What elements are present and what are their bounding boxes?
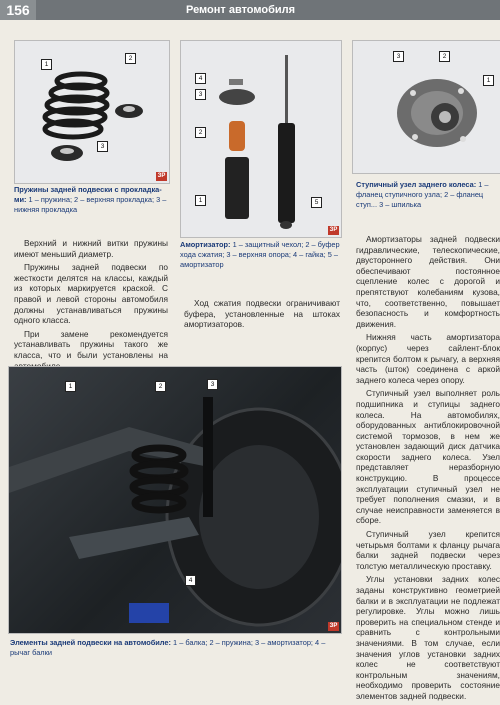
callout-2: 2 xyxy=(155,381,166,392)
text-right-p3: Ступичный узел выполняет роль подшипника и ступицы заднего колеса. На автомобилях, оборудованных антиблокировочной системой тормозов, в нем же установлен задающий диск датчика скорости заднего колеса. Узел представляет неразборную конструкцию. В процессе эксплуатации ступичный узел не требует пополнения смазки, и в случае неисправности заменяется в сборе. xyxy=(356,388,500,526)
suspension-illustration xyxy=(9,367,341,633)
suspension-caption-items: 1 – балка; 2 – пружина; 3 – амортизатор; 4 – рычаг балки xyxy=(10,638,326,657)
callout-3: 3 xyxy=(393,51,404,62)
springs-caption-title: Пружины задней подвески с прокладка-ми: xyxy=(14,185,162,204)
hub-caption xyxy=(356,180,500,210)
hub-illustration xyxy=(353,41,500,173)
springs-caption xyxy=(14,185,168,215)
text-left-p2: Пружины задней подвески по жесткости делятся на классы, каждый из которых маркируется краской. С правой и левой стороны автомобиля должны устанавливаться пружины одного класса. xyxy=(14,262,168,326)
callout-1: 1 xyxy=(65,381,76,392)
figure-tag: ЗР xyxy=(157,173,166,179)
callout-4: 4 xyxy=(195,73,206,84)
callout-1: 1 xyxy=(41,59,52,70)
suspension-caption xyxy=(10,638,340,658)
shock-photo xyxy=(180,40,342,238)
suspension-photo xyxy=(8,366,342,634)
text-right xyxy=(356,234,500,705)
text-mid-p1: Ход сжатия подвески ограничивают буфера, установленные на штоках амортизаторов. xyxy=(184,298,340,330)
callout-2: 2 xyxy=(195,127,206,138)
callout-5: 5 xyxy=(311,197,322,208)
text-right-p5: Углы установки задних колес заданы конструктивно геометрией балки и в эксплуатации не подлежат регулировке. Углы можно лишь проверить на специальном стенде и сравнить с контрольными значениями. В том случае, если значения углов установки задних колес не соответствуют контрольным значениям, необходимо проверить состояние элементов задней подвески. xyxy=(356,574,500,701)
shock-caption-title: Амортизатор: xyxy=(180,240,231,249)
callout-1: 1 xyxy=(483,75,494,86)
hub-photo xyxy=(352,40,500,174)
springs-illustration xyxy=(15,41,169,183)
shock-caption xyxy=(180,240,340,270)
callout-1: 1 xyxy=(195,195,206,206)
suspension-caption-title: Элементы задней подвески на автомобиле: xyxy=(10,638,171,647)
callout-2: 2 xyxy=(125,53,136,64)
callout-3: 3 xyxy=(207,379,218,390)
callout-2: 2 xyxy=(439,51,450,62)
springs-photo xyxy=(14,40,170,184)
text-left xyxy=(14,238,168,374)
text-right-p1: Амортизаторы задней подвески гидравлические, телескопические, двустороннего действия. Они обеспечивают постоянное сцепление колес с дорогой и препятствуют колебаниям кузова, что, соответственно, повышает безопасность и комфортность движения. xyxy=(356,234,500,329)
callout-4: 4 xyxy=(185,575,196,586)
callout-3: 3 xyxy=(195,89,206,100)
section-title: Ремонт автомобиля xyxy=(186,4,296,16)
page-number: 156 xyxy=(0,0,36,20)
figure-tag: ЗР xyxy=(329,227,338,233)
shock-caption-items: 1 – защитный чехол; 2 – буфер хода сжатия; 3 – верхняя опора; 4 – гайка; 5 – амортизатор xyxy=(180,240,340,269)
springs-caption-items: 1 – пружина; 2 – верхняя прокладка; 3 – нижняя прокладка xyxy=(14,195,167,214)
callout-3: 3 xyxy=(97,141,108,152)
text-right-p4: Ступичный узел крепится четырьмя болтами к фланцу рычага балки задней подвески через толстую металлическую проставку. xyxy=(356,529,500,571)
figure-tag: ЗР xyxy=(329,623,338,629)
text-right-p2: Нижняя часть амортизатора (корпус) через сайлент-блок крепится болтом к рычагу, а верхняя часть (шток) соединена с аркой заднего колеса через опору. xyxy=(356,332,500,385)
text-mid xyxy=(184,298,340,333)
hub-caption-items: 1 – фланец ступичного узла; 2 – фланец ступ... 3 – шпилька xyxy=(356,180,489,209)
text-left-p3: При замене рекомендуется устанавливать пружины такого же класса, что и были установлены на xyxy=(14,328,168,360)
hub-caption-title: Ступичный узел заднего колеса: xyxy=(356,180,477,189)
text-left-p1: Верхний и нижний витки пружины имеют меньший диаметр. xyxy=(14,238,168,259)
